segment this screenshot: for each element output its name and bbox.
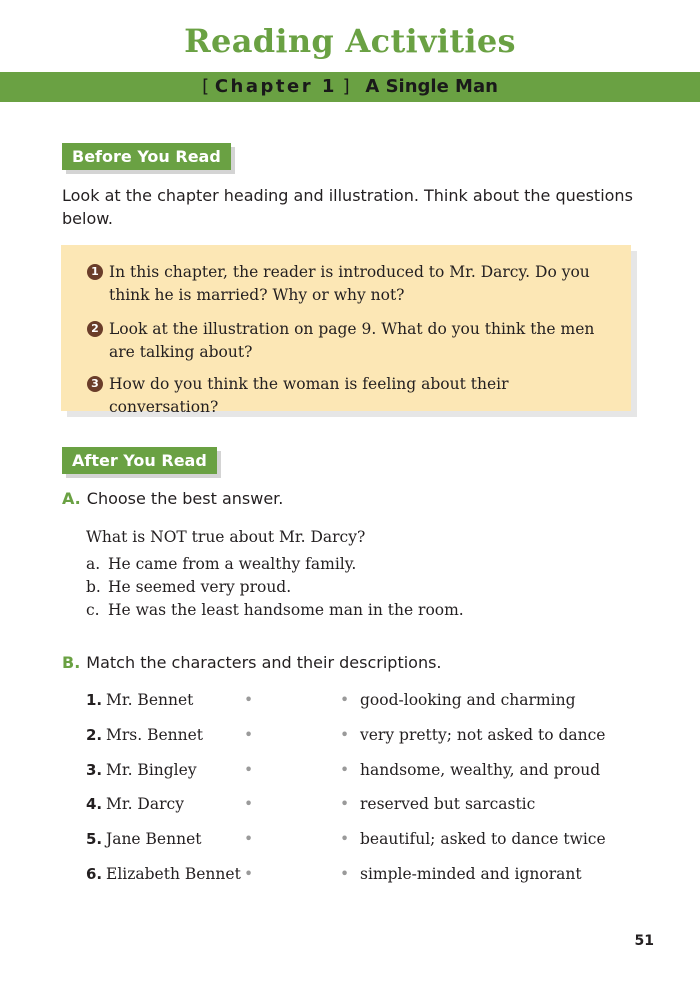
match-row (86, 827, 646, 851)
question-item (87, 261, 612, 307)
match-dot-left[interactable]: • (244, 691, 254, 709)
character-description: good-looking and charming (360, 691, 576, 709)
match-row (86, 758, 646, 782)
answer-option (86, 576, 291, 598)
match-row (86, 792, 646, 816)
character-description: beautiful; asked to dance twice (360, 830, 606, 848)
match-row (86, 723, 646, 747)
match-number: 5. (86, 830, 103, 848)
section-a-letter: A. (62, 489, 81, 508)
chapter-close-bracket: ] (342, 76, 350, 97)
chapter-label: Chapter 1 (214, 76, 337, 97)
page-number: 51 (634, 933, 654, 949)
question-item (87, 318, 612, 364)
match-dot-left[interactable]: • (244, 795, 254, 813)
character-name: Mr. Bennet (106, 691, 194, 709)
page-title: Reading Activities (184, 22, 516, 60)
match-dot-right[interactable]: • (340, 865, 350, 883)
question-text: How do you think the woman is feeling about their conversation? (109, 375, 509, 416)
character-description: reserved but sarcastic (360, 795, 536, 813)
match-number: 3. (86, 761, 103, 779)
match-number: 6. (86, 865, 103, 883)
match-number: 1. (86, 691, 103, 709)
option-letter: c. (86, 601, 100, 619)
option-text: He seemed very proud. (108, 578, 292, 596)
question-text: In this chapter, the reader is introduced to Mr. Darcy. Do you think he is married? Why or why not? (109, 263, 590, 304)
match-dot-left[interactable]: • (244, 761, 254, 779)
character-name: Mr. Darcy (106, 795, 184, 813)
section-a-instruction: Choose the best answer. (86, 489, 284, 508)
section-a-question: What is NOT true about Mr. Darcy? (86, 528, 366, 546)
chapter-title: A Single Man (365, 76, 498, 97)
question-number-badge: 3 (87, 376, 103, 392)
character-name: Elizabeth Bennet (106, 865, 241, 883)
section-b-instruction: Match the characters and their descriptions. (86, 653, 442, 672)
option-letter: a. (86, 555, 101, 573)
section-a-heading (62, 488, 283, 510)
match-number: 4. (86, 795, 103, 813)
character-name: Mr. Bingley (106, 761, 197, 779)
option-text: He came from a wealthy family. (108, 555, 357, 573)
before-you-read-intro: Look at the chapter heading and illustration. Think about the questions below. (62, 186, 633, 228)
match-number: 2. (86, 726, 103, 744)
before-you-read-tag: Before You Read (62, 143, 231, 170)
after-you-read-tag: After You Read (62, 447, 217, 474)
match-dot-right[interactable]: • (340, 795, 350, 813)
match-row (86, 862, 646, 886)
match-dot-right[interactable]: • (340, 726, 350, 744)
option-text: He was the least handsome man in the room. (108, 601, 464, 619)
character-description: handsome, wealthy, and proud (360, 761, 601, 779)
question-item (87, 373, 612, 419)
question-number-badge: 2 (87, 321, 103, 337)
option-letter: b. (86, 578, 101, 596)
match-dot-right[interactable]: • (340, 761, 350, 779)
chapter-open-bracket: [ (202, 76, 210, 97)
character-description: simple-minded and ignorant (360, 865, 582, 883)
answer-option (86, 599, 464, 621)
question-text: Look at the illustration on page 9. What do you think the men are talking about? (109, 320, 595, 361)
section-b-letter: B. (62, 653, 81, 672)
match-dot-left[interactable]: • (244, 726, 254, 744)
answer-option (86, 553, 356, 575)
match-dot-right[interactable]: • (340, 830, 350, 848)
match-row (86, 688, 646, 712)
question-number-badge: 1 (87, 264, 103, 280)
match-dot-left[interactable]: • (244, 865, 254, 883)
character-name: Mrs. Bennet (106, 726, 204, 744)
match-dot-right[interactable]: • (340, 691, 350, 709)
section-b-heading (62, 652, 442, 674)
match-dot-left[interactable]: • (244, 830, 254, 848)
question-box (61, 245, 631, 416)
character-name: Jane Bennet (106, 830, 202, 848)
character-description: very pretty; not asked to dance (360, 726, 606, 744)
chapter-banner (0, 72, 700, 102)
